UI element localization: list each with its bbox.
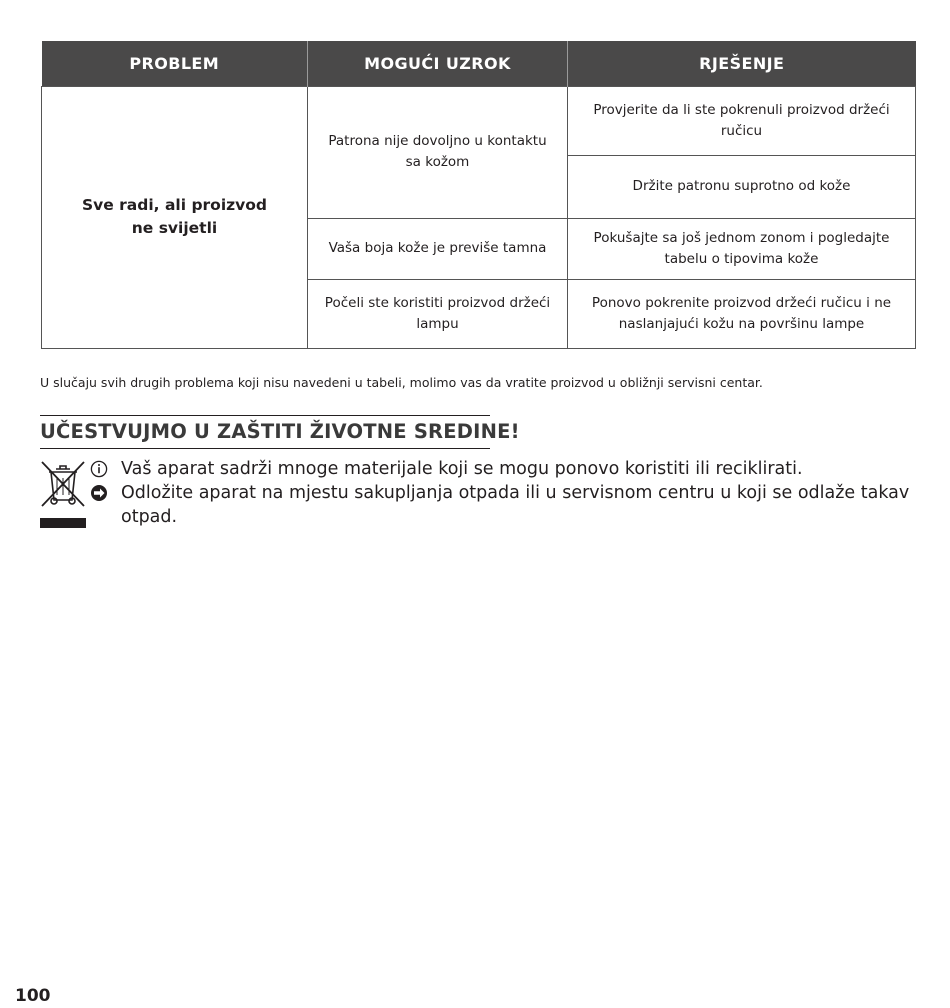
arrow-right-circle-icon xyxy=(90,484,108,502)
problem-cell: Sve radi, ali proizvod ne svijetli xyxy=(42,86,308,348)
environment-list xyxy=(90,457,910,529)
list-item-text: Vaš aparat sadrži mnoge materijale koji se mogu ponovo koristiti ili reciklirati. xyxy=(121,459,803,479)
list-item xyxy=(90,457,910,481)
cause-cell: Vaša boja kože je previše tamna xyxy=(308,218,568,279)
weee-crossed-bin-icon xyxy=(40,459,86,531)
table-header-row xyxy=(42,41,916,86)
service-note: U slučaju svih drugih problema koji nisu navedeni u tabeli, molimo vas da vratite proizvod u obližnji servisni centar. xyxy=(40,375,763,390)
cause-cell: Počeli ste koristiti proizvod držeći lampu xyxy=(308,279,568,348)
cause-cell: Patrona nije dovoljno u kontaktu sa kožom xyxy=(308,86,568,218)
list-item xyxy=(90,481,910,529)
solution-cell: Ponovo pokrenite proizvod držeći ručicu i ne naslanjajući kožu na površinu lampe xyxy=(568,279,916,348)
solution-cell: Provjerite da li ste pokrenuli proizvod držeći ručicu xyxy=(568,86,916,155)
header-problem: PROBLEM xyxy=(42,41,308,86)
troubleshooting-table xyxy=(41,41,916,349)
info-icon xyxy=(90,460,108,478)
solution-cell: Držite patronu suprotno od kože xyxy=(568,155,916,218)
list-item-text: Odložite aparat na mjestu sakupljanja otpada ili u servisnom centru u koji se odlaže takav otpad. xyxy=(121,483,910,527)
section-heading: UČESTVUJMO U ZAŠTITI ŽIVOTNE SREDINE! xyxy=(40,415,490,449)
header-cause: MOGUĆI UZROK xyxy=(308,41,568,86)
table-row xyxy=(42,86,916,155)
page-number: 100 xyxy=(15,986,51,1006)
solution-cell: Pokušajte sa još jednom zonom i pogledajte tabelu o tipovima kože xyxy=(568,218,916,279)
header-solution: RJEŠENJE xyxy=(568,41,916,86)
